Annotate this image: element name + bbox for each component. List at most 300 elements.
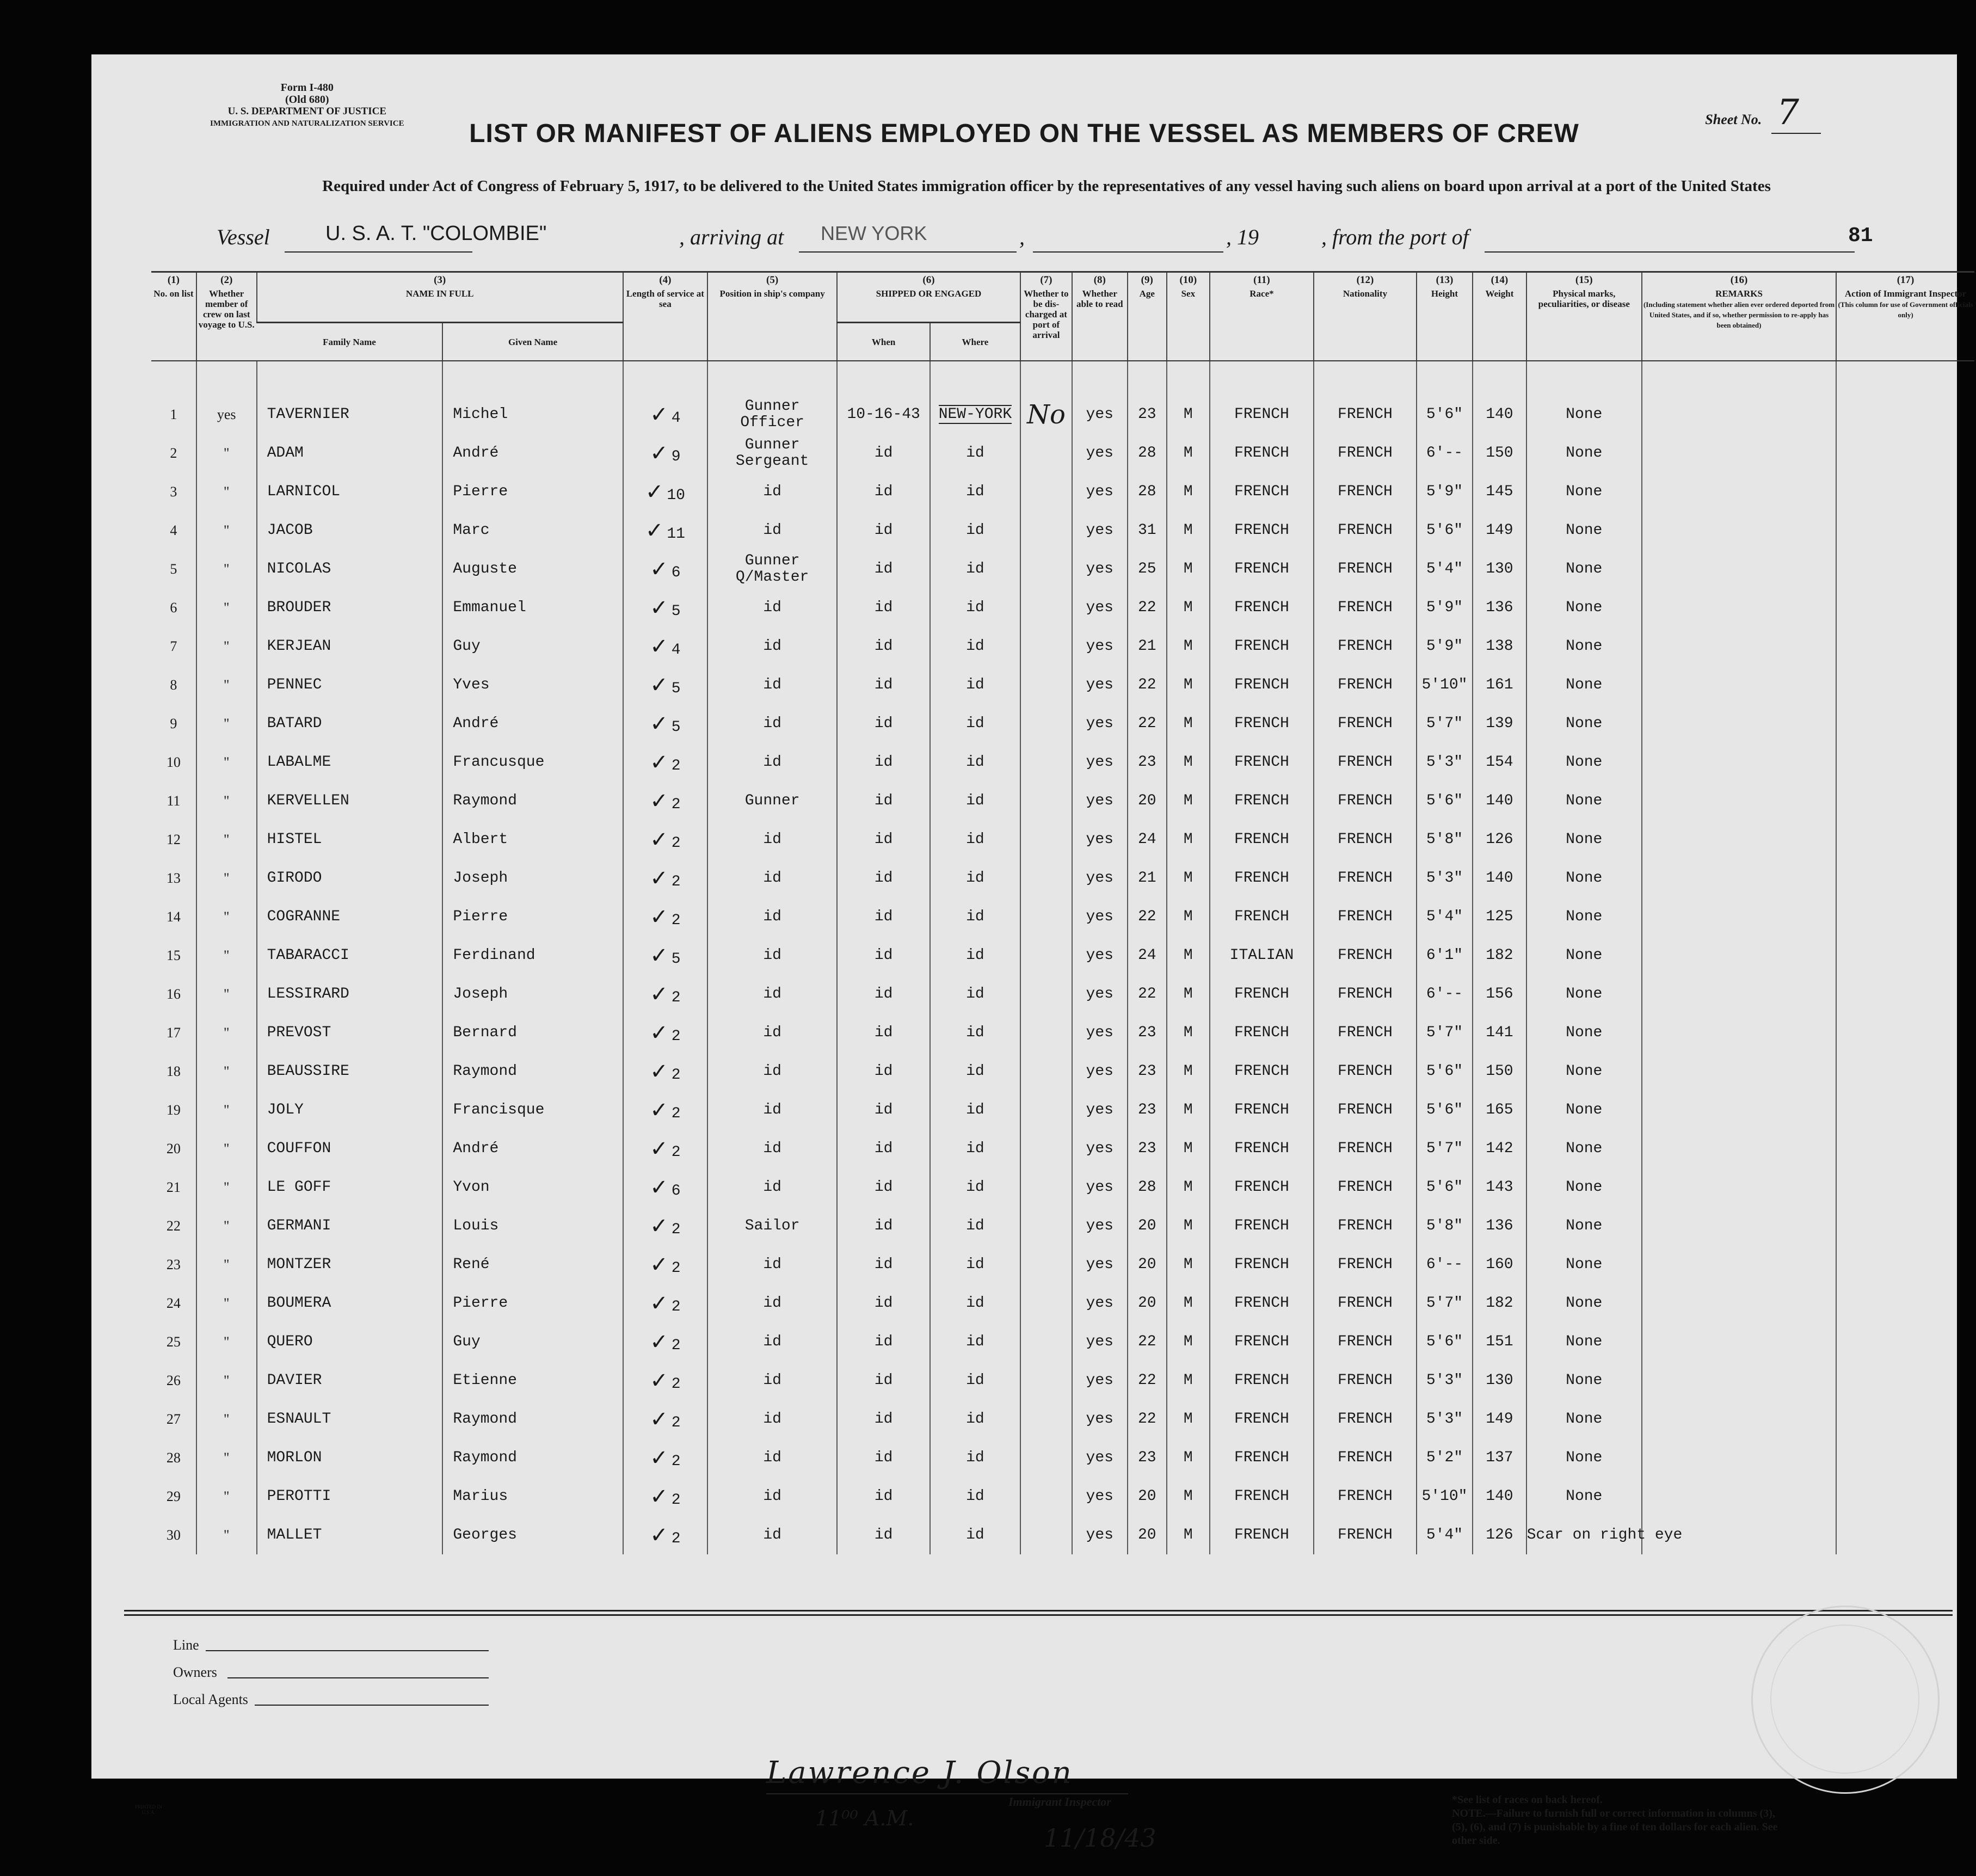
weight: 165 xyxy=(1486,1102,1513,1118)
remarks-cell xyxy=(1642,1129,1836,1168)
nationality: FRENCH xyxy=(1338,445,1393,462)
position: id xyxy=(763,637,781,655)
weight: 150 xyxy=(1486,1063,1513,1080)
sex: M xyxy=(1183,870,1193,887)
row-number-cell xyxy=(151,1245,196,1284)
shipped-where: id xyxy=(966,483,984,500)
sex: M xyxy=(1183,908,1193,925)
col-header-nationality: (12) Nationality xyxy=(1314,272,1416,361)
col-header-inspector-action: (17) Action of Immigrant Inspector (This column for use of Government officials only) xyxy=(1836,272,1974,361)
shipped-where: id xyxy=(966,908,984,925)
race-cell xyxy=(1210,1477,1314,1516)
position: id xyxy=(763,715,781,732)
shipped-when-cell xyxy=(837,666,930,704)
prior-voyage-cell xyxy=(196,975,257,1013)
shipped-when: id xyxy=(874,483,893,500)
service-years: 5 xyxy=(671,680,681,697)
family-name: LESSIRARD xyxy=(267,986,349,1002)
given-name: André xyxy=(453,445,499,462)
family-name-cell xyxy=(257,1323,443,1361)
family-name: PREVOST xyxy=(267,1024,331,1041)
prior-voyage: " xyxy=(223,1256,230,1272)
nationality: FRENCH xyxy=(1338,406,1393,423)
family-name-cell xyxy=(257,472,443,511)
table-row xyxy=(151,1400,1974,1438)
service-years: 2 xyxy=(671,834,681,852)
weight: 145 xyxy=(1486,483,1513,500)
race: FRENCH xyxy=(1234,754,1289,771)
height-cell xyxy=(1417,666,1473,704)
position-cell xyxy=(707,704,837,743)
age-cell xyxy=(1128,1245,1167,1284)
form-number: Form I-480 xyxy=(280,82,334,94)
race-cell xyxy=(1210,627,1314,666)
checkmark-icon: ✓ xyxy=(650,1213,668,1239)
service-years-cell xyxy=(623,627,707,666)
vessel-label: Vessel xyxy=(217,225,270,249)
given-name-cell xyxy=(442,472,623,511)
remarks-cell xyxy=(1642,820,1836,859)
physical-marks: None xyxy=(1566,1372,1603,1389)
table-row xyxy=(151,1284,1974,1323)
physical-marks-cell xyxy=(1526,1516,1683,1554)
inspector-action-cell xyxy=(1836,743,1974,782)
nationality-cell xyxy=(1314,627,1416,666)
race: FRENCH xyxy=(1234,986,1289,1002)
family-name: HISTEL xyxy=(267,831,322,848)
nationality-cell xyxy=(1314,434,1416,472)
nationality-cell xyxy=(1314,1400,1416,1438)
age-cell xyxy=(1128,550,1167,588)
shipped-where: id xyxy=(966,1179,984,1196)
service-years: 2 xyxy=(671,873,681,890)
given-name: Pierre xyxy=(453,483,508,500)
height-cell xyxy=(1417,1361,1473,1400)
age: 28 xyxy=(1137,445,1156,462)
race: FRENCH xyxy=(1234,1527,1289,1543)
table-row xyxy=(151,472,1974,511)
family-name-cell xyxy=(257,511,443,550)
checkmark-icon: ✓ xyxy=(650,556,668,582)
shipped-where: id xyxy=(966,986,984,1002)
prior-voyage: " xyxy=(223,483,230,500)
sex-cell xyxy=(1167,1284,1210,1323)
given-name: André xyxy=(453,1140,499,1157)
given-name-cell xyxy=(442,550,623,588)
able-to-read-cell xyxy=(1072,1129,1127,1168)
family-name-cell xyxy=(257,1245,443,1284)
given-name-cell xyxy=(442,1400,623,1438)
given-name-cell xyxy=(442,1245,623,1284)
row-number-cell xyxy=(151,782,196,820)
inspector-action-cell xyxy=(1836,1013,1974,1052)
checkmark-icon: ✓ xyxy=(650,981,668,1007)
prior-voyage-cell xyxy=(196,472,257,511)
height-cell xyxy=(1417,1400,1473,1438)
race-cell xyxy=(1210,820,1314,859)
table-row xyxy=(151,588,1974,627)
shipped-when-cell xyxy=(837,936,930,975)
age: 23 xyxy=(1137,1449,1156,1466)
physical-marks: None xyxy=(1566,406,1603,423)
race: FRENCH xyxy=(1234,676,1289,693)
remarks-cell xyxy=(1642,1438,1836,1477)
shipped-where: id xyxy=(966,599,984,616)
given-name-cell xyxy=(442,1477,623,1516)
remarks-cell xyxy=(1642,897,1836,936)
prior-voyage: " xyxy=(223,947,230,963)
physical-marks: None xyxy=(1566,561,1603,577)
given-name: Joseph xyxy=(453,870,508,887)
sex-cell xyxy=(1167,1245,1210,1284)
weight-cell xyxy=(1473,550,1526,588)
service-years-cell xyxy=(623,897,707,936)
given-name-cell xyxy=(442,395,623,434)
row-number-cell xyxy=(151,1129,196,1168)
race: FRENCH xyxy=(1234,1217,1289,1234)
footnotes xyxy=(1452,1793,1778,1848)
nationality-cell xyxy=(1314,550,1416,588)
inspector-action-cell xyxy=(1836,1129,1974,1168)
shipped-when-cell xyxy=(837,1438,930,1477)
age: 20 xyxy=(1137,792,1156,809)
position-cell xyxy=(707,1438,837,1477)
able-to-read: yes xyxy=(1086,754,1113,771)
able-to-read-cell xyxy=(1072,975,1127,1013)
position-cell xyxy=(707,472,837,511)
age: 23 xyxy=(1137,406,1156,423)
family-name-cell xyxy=(257,1438,443,1477)
row-number-cell xyxy=(151,550,196,588)
shipped-where: id xyxy=(966,1295,984,1312)
family-name: MORLON xyxy=(267,1449,322,1466)
sex: M xyxy=(1183,638,1193,655)
given-name: René xyxy=(453,1256,490,1273)
able-to-read: yes xyxy=(1086,908,1113,925)
race-cell xyxy=(1210,1207,1314,1245)
col-header-remarks: (16) REMARKS (Including statement whether alien ever ordered deported from United States, and if so, whether permission to re-apply has been obtained) xyxy=(1642,272,1836,361)
shipped-when-cell xyxy=(837,434,930,472)
row-number-cell xyxy=(151,666,196,704)
col-header-sex: (10) Sex xyxy=(1167,272,1210,361)
sex-cell xyxy=(1167,782,1210,820)
prior-voyage-cell xyxy=(196,1284,257,1323)
height-cell xyxy=(1417,936,1473,975)
given-name: André xyxy=(453,715,499,732)
race: FRENCH xyxy=(1234,792,1289,809)
sex-cell xyxy=(1167,1013,1210,1052)
row-number: 16 xyxy=(166,986,181,1002)
given-name: Pierre xyxy=(453,1295,508,1312)
physical-marks-cell xyxy=(1526,820,1642,859)
nationality-cell xyxy=(1314,1284,1416,1323)
prior-voyage-cell xyxy=(196,550,257,588)
checkmark-icon: ✓ xyxy=(650,672,668,698)
signature-line xyxy=(766,1793,1128,1794)
nationality: FRENCH xyxy=(1338,831,1393,848)
page-number: 81 xyxy=(1848,224,1873,248)
from-port-line xyxy=(1485,224,1855,253)
table-row xyxy=(151,1052,1974,1091)
able-to-read: yes xyxy=(1086,1411,1113,1428)
shipped-when-cell xyxy=(837,627,930,666)
physical-marks: None xyxy=(1566,1411,1603,1428)
weight: 149 xyxy=(1486,522,1513,539)
nationality-cell xyxy=(1314,1013,1416,1052)
able-to-read-cell xyxy=(1072,1207,1127,1245)
physical-marks-cell xyxy=(1526,1052,1642,1091)
prior-voyage-cell xyxy=(196,782,257,820)
prior-voyage-cell xyxy=(196,859,257,897)
age-cell xyxy=(1128,782,1167,820)
age-cell xyxy=(1128,859,1167,897)
shipped-where-cell xyxy=(930,1516,1020,1554)
race: FRENCH xyxy=(1234,599,1289,616)
discharged-cell xyxy=(1020,1245,1072,1284)
weight: 160 xyxy=(1486,1256,1513,1273)
physical-marks-cell xyxy=(1526,1013,1642,1052)
shipped-when-cell xyxy=(837,1516,930,1554)
weight: 130 xyxy=(1486,561,1513,577)
nationality: FRENCH xyxy=(1338,1372,1393,1389)
shipped-when: id xyxy=(874,638,893,655)
physical-marks: None xyxy=(1566,1449,1603,1466)
weight-cell xyxy=(1473,1323,1526,1361)
physical-marks: None xyxy=(1566,638,1603,655)
shipped-where: id xyxy=(966,522,984,539)
shipped-when-cell xyxy=(837,550,930,588)
table-row xyxy=(151,1168,1974,1207)
discharged-cell xyxy=(1020,511,1072,550)
position-cell xyxy=(707,588,837,627)
given-name-cell xyxy=(442,1516,623,1554)
service-years-cell xyxy=(623,743,707,782)
age: 23 xyxy=(1137,1102,1156,1118)
nationality-cell xyxy=(1314,820,1416,859)
shipped-where-cell xyxy=(930,1323,1020,1361)
position: id xyxy=(763,1024,781,1041)
nationality: FRENCH xyxy=(1338,1063,1393,1080)
family-name: COGRANNE xyxy=(267,908,341,925)
weight-cell xyxy=(1473,1400,1526,1438)
row-number: 21 xyxy=(166,1179,181,1195)
age: 21 xyxy=(1137,638,1156,655)
prior-voyage: " xyxy=(223,831,230,847)
height: 5'6" xyxy=(1426,406,1463,423)
sex: M xyxy=(1183,1333,1193,1350)
family-name-cell xyxy=(257,395,443,434)
family-name-cell xyxy=(257,975,443,1013)
physical-marks-cell xyxy=(1526,782,1642,820)
discharged-cell xyxy=(1020,550,1072,588)
position: id xyxy=(763,1371,781,1389)
family-name: LABALME xyxy=(267,754,331,771)
table-row xyxy=(151,550,1974,588)
service-years: 2 xyxy=(671,1105,681,1122)
checkmark-icon: ✓ xyxy=(650,440,668,466)
row-number-cell xyxy=(151,1400,196,1438)
prior-voyage: " xyxy=(223,792,230,809)
sex-cell xyxy=(1167,511,1210,550)
family-name-cell xyxy=(257,588,443,627)
given-name-cell xyxy=(442,975,623,1013)
height-cell xyxy=(1417,859,1473,897)
row-number-cell xyxy=(151,511,196,550)
service-years: 6 xyxy=(671,1182,681,1200)
age: 23 xyxy=(1137,1140,1156,1157)
age: 22 xyxy=(1137,1333,1156,1350)
owners-label: Owners xyxy=(173,1664,217,1680)
age-cell xyxy=(1128,1477,1167,1516)
physical-marks: None xyxy=(1566,986,1603,1002)
physical-marks-cell xyxy=(1526,1400,1642,1438)
position: Gunner Q/Master xyxy=(735,552,809,586)
physical-marks: None xyxy=(1566,1488,1603,1505)
inspector-action-cell xyxy=(1836,1168,1974,1207)
inspector-action-cell xyxy=(1836,588,1974,627)
height: 5'9" xyxy=(1426,483,1463,500)
prior-voyage-cell xyxy=(196,666,257,704)
physical-marks: None xyxy=(1566,947,1603,964)
prior-voyage: " xyxy=(223,908,230,925)
shipped-when-cell xyxy=(837,1207,930,1245)
checkmark-icon: ✓ xyxy=(650,1522,668,1548)
shipped-where-cell xyxy=(930,1245,1020,1284)
family-name-cell xyxy=(257,1400,443,1438)
weight-cell xyxy=(1473,1438,1526,1477)
shipped-when: id xyxy=(874,947,893,964)
prior-voyage: " xyxy=(223,1333,230,1350)
physical-marks: None xyxy=(1566,1063,1603,1080)
age: 22 xyxy=(1137,599,1156,616)
age: 22 xyxy=(1137,908,1156,925)
able-to-read: yes xyxy=(1086,599,1113,616)
given-name: Joseph xyxy=(453,986,508,1002)
height-cell xyxy=(1417,1438,1473,1477)
sex-cell xyxy=(1167,975,1210,1013)
inspector-action-cell xyxy=(1836,627,1974,666)
year-label: , 19 xyxy=(1226,225,1259,249)
prior-voyage-cell xyxy=(196,1516,257,1554)
page-subtitle: Required under Act of Congress of February 5, 1917, to be delivered to the United States immigration officer by the representatives of any vessel having such aliens on board upon arrival at a port of the United States xyxy=(322,177,1771,195)
remarks-cell xyxy=(1642,1207,1836,1245)
given-name-cell xyxy=(442,704,623,743)
physical-marks: None xyxy=(1566,445,1603,462)
weight-cell xyxy=(1473,1052,1526,1091)
service-years-cell xyxy=(623,859,707,897)
prior-voyage: " xyxy=(223,676,230,693)
service-years-cell xyxy=(623,1129,707,1168)
weight: 140 xyxy=(1486,1488,1513,1505)
height: 5'4" xyxy=(1426,908,1463,925)
prior-voyage-cell xyxy=(196,704,257,743)
row-number-cell xyxy=(151,704,196,743)
physical-marks-cell xyxy=(1526,395,1642,434)
shipped-where-cell xyxy=(930,511,1020,550)
family-name-cell xyxy=(257,1361,443,1400)
age: 25 xyxy=(1137,561,1156,577)
weight-cell xyxy=(1473,1245,1526,1284)
race-cell xyxy=(1210,1052,1314,1091)
service-years-cell xyxy=(623,511,707,550)
service-years: 2 xyxy=(671,1066,681,1084)
sex-cell xyxy=(1167,1361,1210,1400)
family-name-cell xyxy=(257,743,443,782)
physical-marks: None xyxy=(1566,1179,1603,1196)
shipped-when: id xyxy=(874,1527,893,1543)
service-years: 2 xyxy=(671,1221,681,1238)
row-number: 6 xyxy=(170,599,177,616)
table-row xyxy=(151,1361,1974,1400)
nationality: FRENCH xyxy=(1338,1140,1393,1157)
discharged-cell xyxy=(1020,1477,1072,1516)
service-years-cell xyxy=(623,1052,707,1091)
prior-voyage-cell xyxy=(196,627,257,666)
given-name-cell xyxy=(442,897,623,936)
weight: 182 xyxy=(1486,947,1513,964)
given-name: Guy xyxy=(453,1333,481,1350)
family-name: JACOB xyxy=(267,522,313,539)
checkmark-icon: ✓ xyxy=(650,1329,668,1355)
checkmark-icon: ✓ xyxy=(645,518,664,543)
service-years: 2 xyxy=(671,1259,681,1277)
nationality: FRENCH xyxy=(1338,947,1393,964)
shipped-where: id xyxy=(966,1449,984,1466)
height-cell xyxy=(1417,1129,1473,1168)
discharged-cell xyxy=(1020,1361,1072,1400)
prior-voyage-cell xyxy=(196,1168,257,1207)
prior-voyage: " xyxy=(223,1024,230,1041)
row-number-cell xyxy=(151,1323,196,1361)
sex: M xyxy=(1183,754,1193,771)
sex-cell xyxy=(1167,897,1210,936)
race: FRENCH xyxy=(1234,1333,1289,1350)
table-row xyxy=(151,743,1974,782)
service-years-cell xyxy=(623,975,707,1013)
row-number: 15 xyxy=(166,947,181,963)
prior-voyage: " xyxy=(223,1102,230,1118)
manifest-body xyxy=(151,361,1974,1554)
row-number-cell xyxy=(151,1516,196,1554)
service-years-cell xyxy=(623,550,707,588)
nationality-cell xyxy=(1314,1438,1416,1477)
service-years-cell xyxy=(623,1516,707,1554)
sex: M xyxy=(1183,1488,1193,1505)
weight-cell xyxy=(1473,511,1526,550)
prior-voyage-cell xyxy=(196,1323,257,1361)
given-name-cell xyxy=(442,743,623,782)
position: id xyxy=(763,869,781,887)
given-name: Michel xyxy=(453,406,508,423)
physical-marks-cell xyxy=(1526,434,1642,472)
sex-cell xyxy=(1167,550,1210,588)
weight: 125 xyxy=(1486,908,1513,925)
prior-voyage: " xyxy=(223,1449,230,1466)
sex-cell xyxy=(1167,434,1210,472)
checkmark-icon: ✓ xyxy=(650,1445,668,1471)
race: FRENCH xyxy=(1234,1063,1289,1080)
family-name-cell xyxy=(257,666,443,704)
remarks-cell xyxy=(1642,936,1836,975)
nationality-cell xyxy=(1314,1323,1416,1361)
discharged-cell xyxy=(1020,1516,1072,1554)
family-name: NICOLAS xyxy=(267,561,331,577)
inspector-action-cell xyxy=(1836,1245,1974,1284)
family-name-cell xyxy=(257,936,443,975)
position-cell xyxy=(707,1400,837,1438)
able-to-read: yes xyxy=(1086,1527,1113,1543)
given-name: Yvon xyxy=(453,1179,490,1196)
